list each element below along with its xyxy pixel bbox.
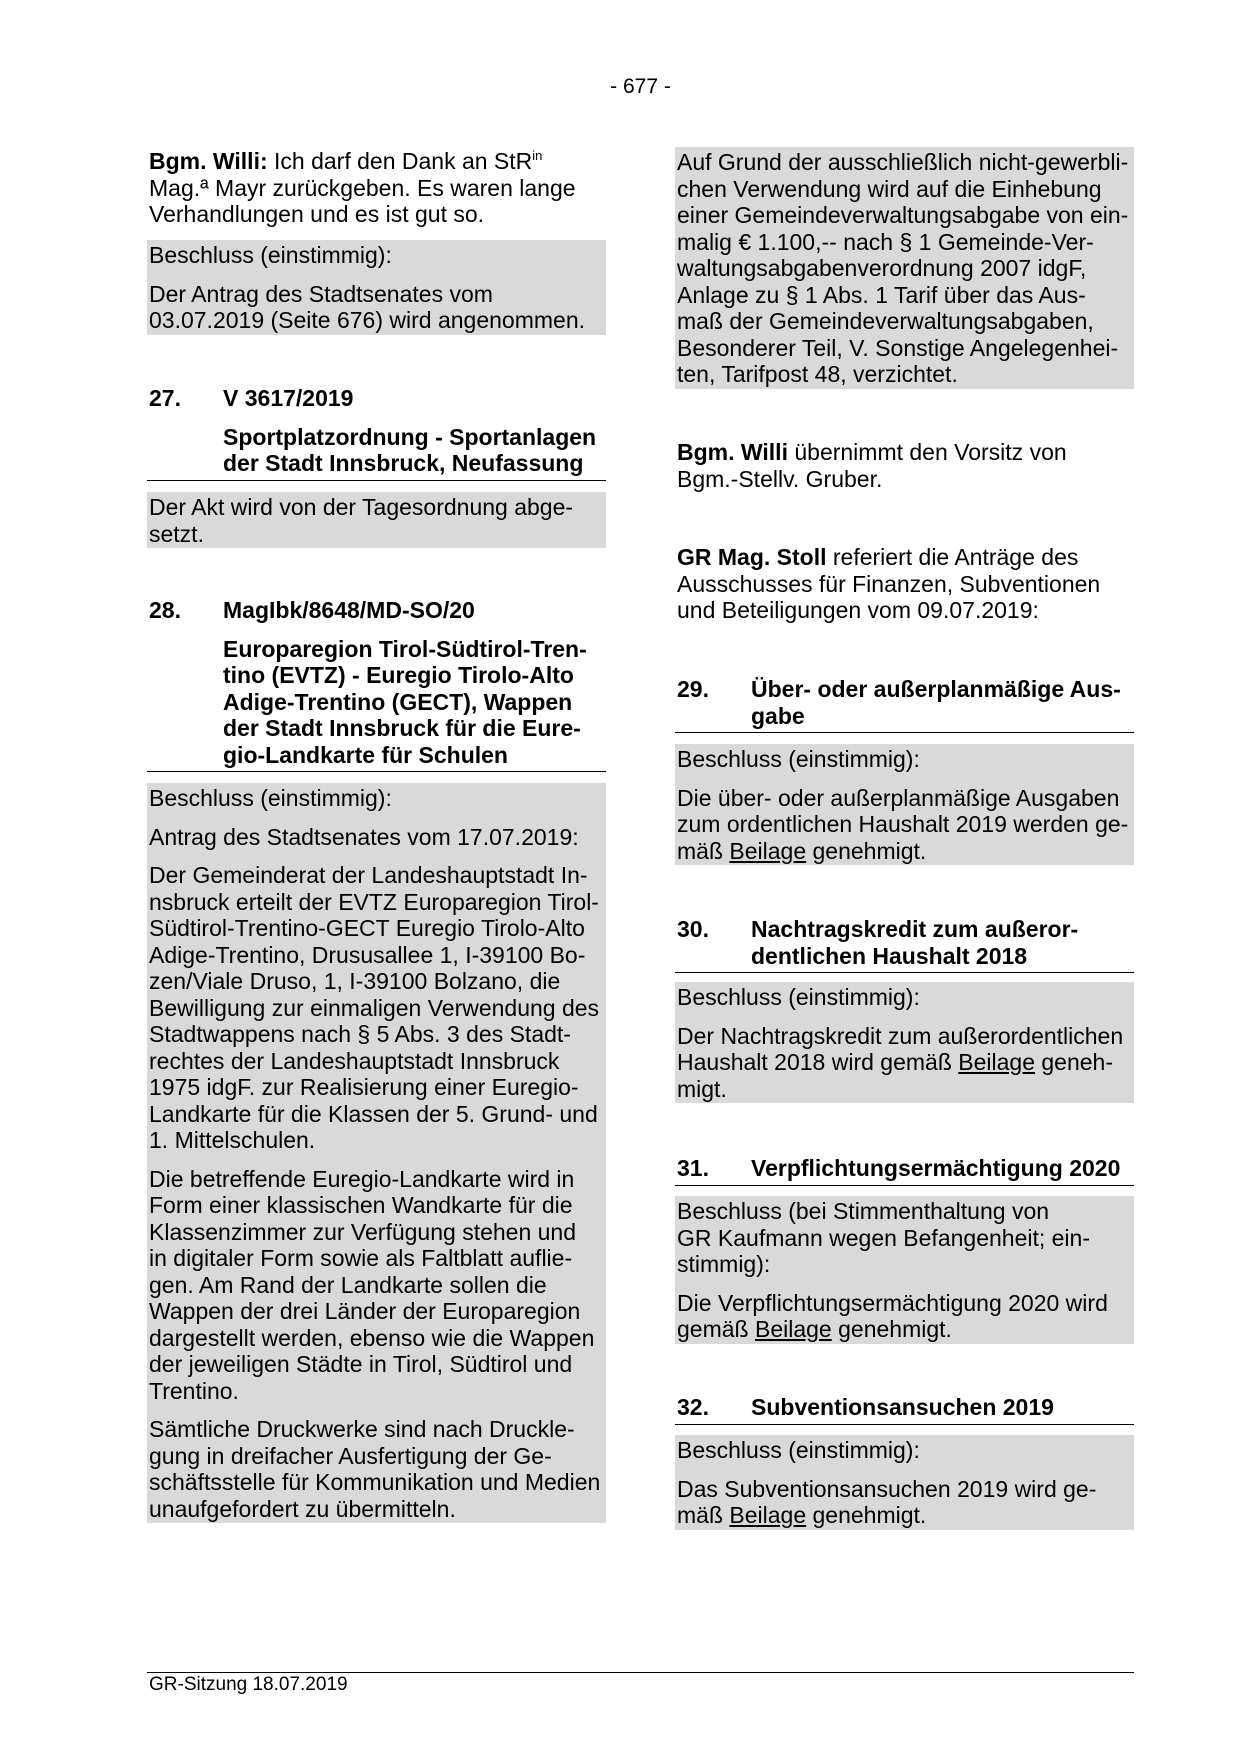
item-title: Sportplatzordnung - Sportanlagen der Stadt Innsbruck, Neufassung	[223, 423, 597, 476]
resolution-label: Beschluss (einstimmig):	[149, 242, 392, 268]
resolution-text	[677, 1023, 1132, 1103]
item-title: Subventionsansuchen 2019	[751, 1394, 1054, 1420]
item-28-resolution-continuation: Auf Grund der ausschließlich nicht-gewerbli- chen Verwendung wird auf die Einhebung einer Gemeindeverwaltungsabgabe von ein- malig € 1.100,-- nach § 1 Gemeinde-Ver- waltungsabgabenverordnung 2007 idgF, Anlage zu § 1 Abs. 1 Tarif über das Aus- maß der Gemeindeverwaltungsabgaben, Besonderer Teil, V. Sonstige Angelegenhei- ten, Tarifpost 48, verzichtet.	[675, 147, 1134, 389]
speech-text: Ich darf den Dank an StR	[267, 148, 533, 174]
item-title: Über- oder außerplanmäßige Aus- gabe	[751, 676, 1121, 729]
footer-text: GR-Sitzung 18.07.2019	[149, 1674, 348, 1695]
resolution-text-part: Die über- oder außerplanmäßige Ausgaben zum ordentlichen Haushalt 2019 werden ge- mäß	[677, 784, 1129, 864]
resolution-text: Der Antrag des Stadtsenates vom 03.07.2019 (Seite 676) wird angenommen.	[149, 280, 586, 333]
agenda-item-31-heading	[675, 1155, 1134, 1186]
agenda-item-27-heading	[147, 385, 606, 481]
item-heading-row	[677, 676, 1132, 729]
item-number: 30.	[677, 916, 709, 942]
item-number: 29.	[677, 676, 709, 702]
resolution-label: Beschluss (bei Stimmenthaltung von GR Kaufmann wegen Befangenheit; ein- stimmig):	[677, 1198, 1090, 1277]
item-number: 27.	[149, 385, 181, 411]
attachment-reference: Beilage	[729, 1502, 807, 1528]
attachment-reference: Beilage	[958, 1049, 1035, 1075]
footer-rule	[147, 1672, 1134, 1673]
note-text: referiert die Anträge des Ausschusses für Finanzen, Subventionen und Beteiligungen vom 09.07.2019:	[677, 544, 1101, 623]
resolution-label: Beschluss (einstimmig):	[677, 984, 920, 1010]
item-27-note-box: Der Akt wird von der Tagesordnung abge- setzt.	[147, 492, 606, 548]
motion-paragraph: Sämtliche Druckwerke sind nach Druckle- gung in dreifacher Ausfertigung der Ge- schäftsstelle für Kommunikation und Medien unaufgefordert zu übermitteln.	[149, 1416, 601, 1522]
item-heading-row	[677, 916, 1132, 969]
item-title: Nachtragskredit zum außeror- dentlichen Haushalt 2018	[751, 916, 1079, 969]
speech-bgm-willi	[147, 148, 606, 228]
resolution-text-part: genehmigt.	[831, 1316, 952, 1342]
item-title: Verpflichtungsermächtigung 2020	[751, 1155, 1121, 1181]
item-29-resolution-box	[675, 744, 1134, 865]
resolution-text-part: Das Subventionsansuchen 2019 wird ge- mäß	[677, 1475, 1097, 1528]
item-number: 32.	[677, 1394, 709, 1420]
superscript-text: in	[532, 148, 543, 163]
resolution-text	[677, 1290, 1132, 1343]
agenda-item-32-heading	[675, 1394, 1134, 1425]
attachment-reference: Beilage	[729, 837, 807, 864]
resolution-text-part: geneh- migt.	[677, 1049, 1114, 1102]
item-30-resolution-box	[675, 982, 1134, 1103]
speaker-name: GR Mag. Stoll	[677, 544, 827, 570]
item-title: Europaregion Tirol-Südtirol-Tren- tino (EVTZ) - Euregio Tirolo-Alto Adige-Trentino (GECT), Wappen der Stadt Innsbruck für die Eure- gio-Landkarte für Schulen	[223, 635, 587, 768]
resolution-label: Beschluss (einstimmig):	[149, 785, 392, 811]
item-31-resolution-box	[675, 1196, 1134, 1344]
item-reference: MagIbk/8648/MD-SO/20	[223, 597, 475, 623]
resolution-text	[677, 785, 1132, 865]
resolution-label: Beschluss (einstimmig):	[677, 746, 920, 772]
resolution-text	[677, 1476, 1132, 1529]
motion-paragraph: Die betreffende Euregio-Landkarte wird in Form einer klassischen Wandkarte für die Klassenzimmer zur Verfügung stehen und in digitaler Form sowie als Faltblatt auflie- gen. Am Rand der Landkarte sollen die Wappen der drei Länder der Europaregion dargestellt werden, ebenso wie die Wappen der jeweiligen Städte in Tirol, Südtirol und Trentino.	[149, 1165, 595, 1404]
speaker-name: Bgm. Willi:	[149, 148, 268, 174]
item-reference: V 3617/2019	[223, 385, 354, 411]
page-number: - 677 -	[610, 75, 671, 98]
speaker-name: Bgm. Willi	[677, 439, 788, 465]
agenda-item-28-heading	[147, 597, 606, 772]
note-text: übernimmt den Vorsitz von Bgm.-Stellv. Gruber.	[677, 439, 1067, 492]
item-heading-row	[149, 597, 604, 624]
agenda-item-29-heading	[675, 676, 1134, 733]
item-number: 31.	[677, 1155, 709, 1181]
resolution-text-part: Die Verpflichtungsermächtigung 2020 wird gemäß	[677, 1289, 1108, 1342]
item-32-resolution-box	[675, 1435, 1134, 1530]
item-heading-row	[149, 385, 604, 412]
motion-label: Antrag des Stadtsenates vom 17.07.2019:	[149, 823, 579, 850]
speech-text: Mag.ª Mayr zurückgeben. Es waren lange Verhandlungen und es ist gut so.	[149, 174, 576, 227]
resolution-box	[147, 240, 606, 335]
item-heading-row	[677, 1394, 1132, 1421]
resolution-text-part: genehmigt.	[806, 837, 927, 864]
item-28-resolution-box	[147, 783, 606, 1523]
motion-paragraph: Der Gemeinderat der Landeshauptstadt In- nsbruck erteilt der EVTZ Europaregion Tirol- Südtirol-Trentino-GECT Euregio Tirolo-Alto Adige-Trentino, Drususallee 1, I-39100 Bo- zen/Viale Druso, 1, I-39100 Bolzano, die Bewilligung zur einmaligen Verwendung des Stadtwappens nach § 5 Abs. 3 des Stadt- rechtes der Landeshauptstadt Innsbruck 1975 idgF. zur Realisierung einer Euregio- Landkarte für die Klassen der 5. Grund- und 1. Mittelschulen.	[149, 862, 600, 1153]
resolution-text-part: genehmigt.	[806, 1502, 927, 1528]
item-number: 28.	[149, 597, 181, 623]
item-heading-row	[677, 1155, 1132, 1182]
attachment-reference: Beilage	[754, 1316, 832, 1342]
resolution-label: Beschluss (einstimmig):	[677, 1437, 920, 1463]
chair-change-note	[675, 439, 1134, 492]
report-note	[675, 544, 1134, 624]
agenda-item-30-heading	[675, 916, 1134, 973]
resolution-text-part: Der Nachtragskredit zum außerordentlichen Haushalt 2018 wird gemäß	[677, 1022, 1124, 1075]
